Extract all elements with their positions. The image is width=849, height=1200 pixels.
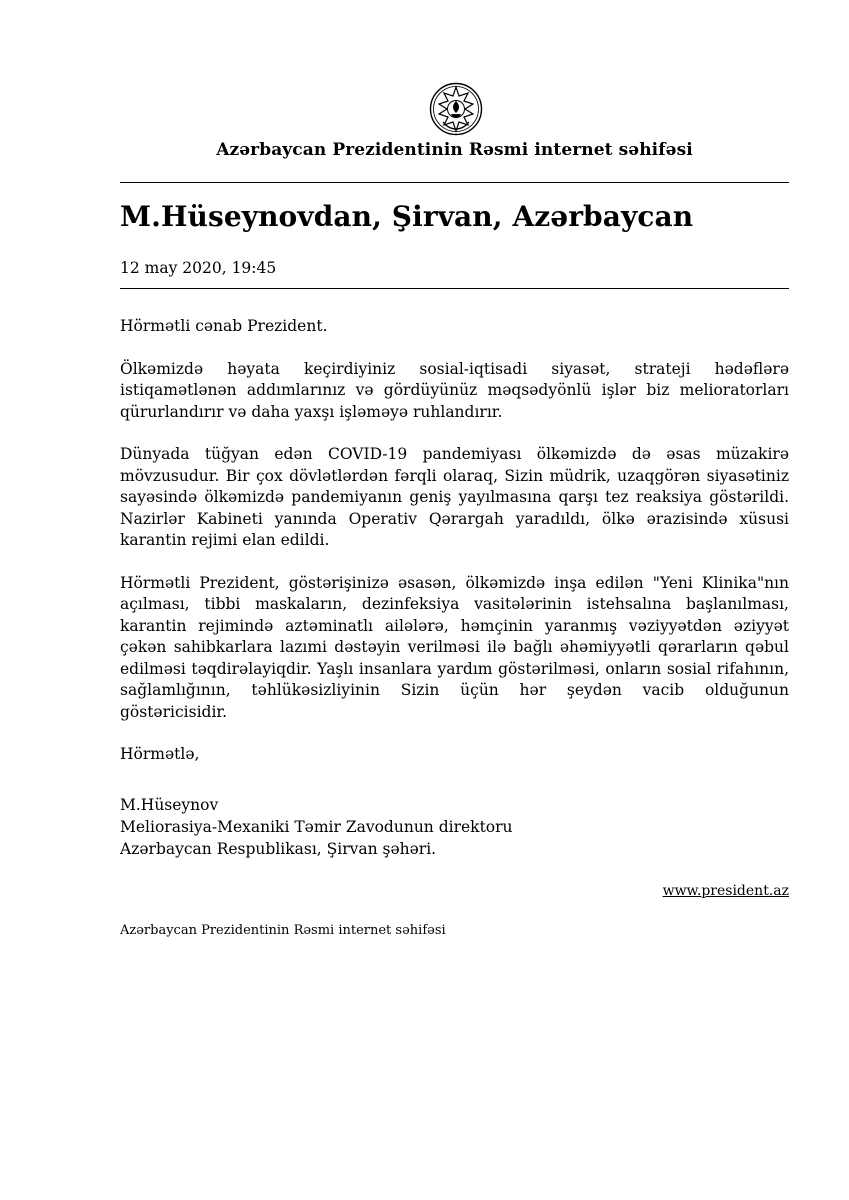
greeting: Hörmətli cənab Prezident. xyxy=(120,317,328,335)
signature-position: Meliorasiya-Mexaniki Təmir Zavodunun direktoru xyxy=(120,818,513,836)
signature-block xyxy=(120,794,513,860)
page-title: M.Hüseynovdan, Şirvan, Azərbaycan xyxy=(120,200,694,233)
site-heading: Azərbaycan Prezidentinin Rəsmi internet səhifəsi xyxy=(216,140,693,160)
footer-text: Azərbaycan Prezidentinin Rəsmi internet səhifəsi xyxy=(120,923,446,938)
letter-body xyxy=(120,316,789,787)
paragraph-2: Dünyada tüğyan edən COVID-19 pandemiyası ölkəmizdə də əsas müzakirə mövzusudur. Bir çox dövlətlərdən fərqli olaraq, Sizin müdrik, uzaqgörən siyasətiniz sayəsində ölkəmizdə pandemiyanın geniş yayılmasına qarşı tez reaksiya göstərildi. Nazirlər Kabineti yanında Operativ Qərargah yaradıldı, ölkə ərazisində xüsusi karantin rejimi elan edildi. xyxy=(120,445,789,549)
top-divider xyxy=(120,182,789,183)
signature-name: M.Hüseynov xyxy=(120,796,219,814)
publication-date: 12 may 2020, 19:45 xyxy=(120,259,277,277)
state-emblem-icon xyxy=(429,82,483,136)
source-link[interactable]: www.president.az xyxy=(662,883,789,899)
signature-location: Azərbaycan Respublikası, Şirvan şəhəri. xyxy=(120,840,437,858)
paragraph-3: Hörmətli Prezident, göstərişinizə əsasən, ölkəmizdə inşa edilən "Yeni Klinika"nın açılması, tibbi maskaların, dezinfeksiya vasitələrinin istehsalına başlanılması, karantin rejimində aztəminatlı ailələrə, həmçinin yaranmış vəziyyətdən əziyyət çəkən sahibkarlara lazımi dəstəyin verilməsi ilə bağlı əhəmiyyətli qərarların qəbul edilməsi təqdirəlayiqdir. Yaşlı insanlara yardım göstərilməsi, onların sosial rifahının, sağlamlığının, təhlükəsizliyinin Sizin üçün hər şeydən vacib olduğunun göstəricisidir. xyxy=(120,573,789,721)
paragraph-1: Ölkəmizdə həyata keçirdiyiniz sosial-iqtisadi siyasət, strateji hədəflərə istiqamətlənən addımlarınız və gördüyünüz məqsədyönlü işlər biz melioratorları qürurlandırır və daha yaxşı işləməyə ruhlandırır. xyxy=(120,359,789,421)
bottom-divider xyxy=(120,288,789,289)
closing: Hörmətlə, xyxy=(120,745,200,763)
